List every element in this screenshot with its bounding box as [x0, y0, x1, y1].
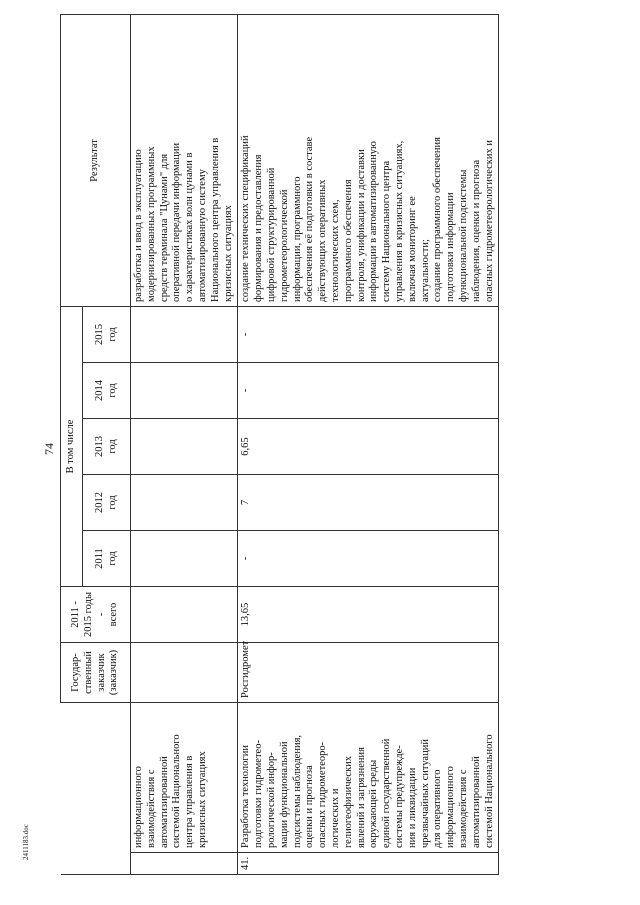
table-row	[131, 14, 238, 874]
row-2014	[131, 363, 238, 419]
row-2011: -	[238, 531, 499, 587]
budget-table	[60, 14, 499, 875]
table-row	[238, 14, 499, 874]
header-total: 2011 - 2015 годы - всего	[61, 587, 131, 643]
row-2012: 7	[238, 475, 499, 531]
row-name: информационного взаимодействия с автоматизированной системой Национального центра управления в кризисных ситуациях	[131, 703, 238, 853]
row-2012	[131, 475, 238, 531]
row-2014: -	[238, 363, 499, 419]
row-total: 13,65	[238, 587, 499, 643]
header-year-2013: 2013 год	[83, 419, 131, 475]
footer-doc-code: 2411183.doc	[22, 824, 30, 860]
header-including: В том числе	[61, 306, 83, 586]
header-year-2012: 2012 год	[83, 475, 131, 531]
row-number: 41.	[238, 853, 499, 875]
header-customer: Государ- ственный заказчик (заказчик)	[61, 643, 131, 703]
row-2015	[131, 306, 238, 362]
row-2011	[131, 531, 238, 587]
row-2013: 6,65	[238, 419, 499, 475]
header-year-2014: 2014 год	[83, 363, 131, 419]
page-number: 74	[42, 443, 56, 455]
row-2013	[131, 419, 238, 475]
row-total	[131, 587, 238, 643]
header-result: Результат	[61, 14, 131, 306]
row-2015: -	[238, 306, 499, 362]
row-customer	[131, 643, 238, 703]
header-year-2015: 2015 год	[83, 306, 131, 362]
row-customer: Росгидромет	[238, 643, 499, 703]
header-year-2011: 2011 год	[83, 531, 131, 587]
row-name: Разработка технологии подготовки гидрометео- рологической инфор- мации функциональной подсистемы наблюдения, оценки и прогноза опасных гидрометеоро- логических и гелиогеофизических явлений и загрязнения окружающей среды единой государственной системы предупрежде- ния и ликвидации чрезвычайных ситуаций для оперативного информационного взаимодействия с автоматизированной системой Национального	[238, 703, 499, 853]
row-number	[131, 853, 238, 875]
row-result: создание технических спецификаций формирования и предоставления цифровой структурированной гидрометеорологической информации, программного обеспечения её подготовки в составе действующих оперативных технологических схем, программного обеспечения контроля, унификации и доставки информации в автоматизированную систему Национального центра управления в кризисных ситуациях, включая мониторинг ее актуальности; создание программного обеспечения подготовки информации функциональной подсистемы наблюдения, оценки и прогноза опасных гидрометеорологических и	[238, 14, 499, 306]
row-result: разработка и ввод в эксплуатацию модернизированных программных средств терминала "Цунами" для оперативной передачи информации о характеристиках волн цунами в автоматизированную систему Национального центра управления в кризисных ситуациях	[131, 14, 238, 306]
header-row-top	[61, 14, 83, 874]
rotated-table-wrapper	[60, 15, 590, 875]
header-empty-cell	[61, 703, 131, 875]
